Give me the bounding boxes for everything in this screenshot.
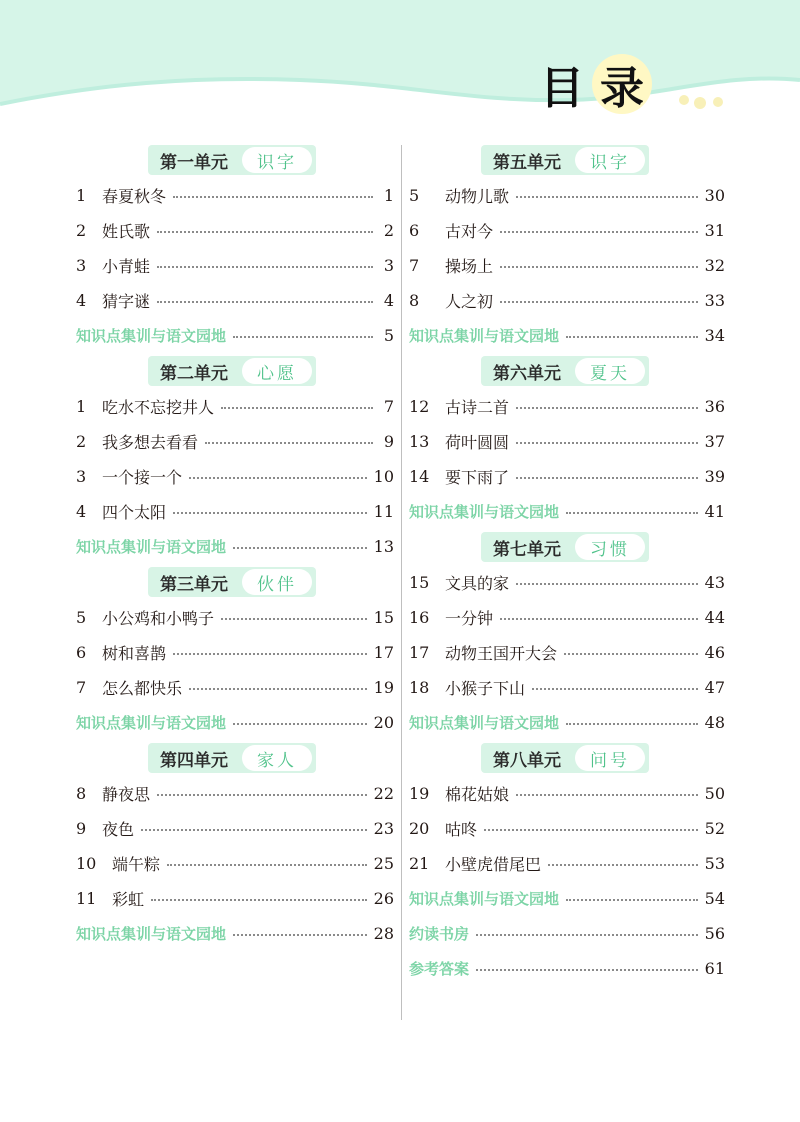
toc-entry-section[interactable] [76,705,394,740]
entry-title: 参考答案 [409,960,470,978]
dot-leader [532,688,698,690]
toc-entry[interactable] [409,283,725,318]
toc-entry[interactable] [76,881,394,916]
dot-leader [233,723,367,725]
entry-page-number: 53 [704,854,725,873]
dot-leader [151,899,367,901]
entry-page-number: 15 [373,608,394,627]
page-title-char: 目 [540,63,584,114]
dot-leader [157,301,373,303]
entry-page-number: 56 [704,924,725,943]
entry-page-number: 2 [383,221,394,240]
unit-theme: 家人 [242,745,312,771]
entry-page-number: 10 [373,467,394,486]
dot-leader [548,864,698,866]
unit-header [148,145,316,175]
entry-title: 夜色 [102,820,135,839]
unit-name: 第四单元 [160,750,228,771]
toc-entry[interactable] [76,494,394,529]
entry-title: 古对今 [445,222,494,241]
toc-entry-section[interactable] [409,951,725,986]
entry-title: 棉花姑娘 [445,785,510,804]
entry-page-number: 41 [704,502,725,521]
entry-page-number: 4 [383,291,394,310]
toc-entry[interactable] [409,776,725,811]
unit-theme: 夏天 [575,358,645,384]
entry-title: 约读书房 [409,925,470,943]
dot-leader [516,477,698,479]
dot-leader [500,231,698,233]
entry-title: 知识点集训与语文园地 [409,503,560,521]
entry-page-number: 30 [704,186,725,205]
entry-number: 17 [409,643,430,662]
header-wave-background [0,0,800,140]
dot-leader [484,829,698,831]
toc-entry[interactable] [76,178,394,213]
dot-leader [516,794,698,796]
entry-title: 一分钟 [445,609,494,628]
toc-entry-section[interactable] [409,916,725,951]
entry-page-number: 43 [704,573,725,592]
entry-title: 四个太阳 [102,503,167,522]
dot-leader [233,547,367,549]
entry-page-number: 11 [373,502,394,521]
entry-title: 知识点集训与语文园地 [76,538,227,556]
entry-number: 13 [409,432,430,451]
entry-number: 4 [76,291,87,310]
entry-page-number: 32 [704,256,725,275]
unit-header [481,356,649,386]
toc-left-column [76,142,394,951]
entry-title: 知识点集训与语文园地 [76,925,227,943]
toc-entry[interactable] [76,635,394,670]
toc-entry[interactable] [76,600,394,635]
dot-leader [500,266,698,268]
dot-leader [233,934,367,936]
dot-leader [189,688,367,690]
toc-entry-section[interactable] [409,318,725,353]
entry-page-number: 3 [383,256,394,275]
toc-entry[interactable] [76,213,394,248]
entry-title: 知识点集训与语文园地 [409,327,560,345]
toc-entry-section[interactable] [76,529,394,564]
unit-header-row [76,142,394,178]
entry-number: 4 [76,502,87,521]
dot-leader [173,512,367,514]
entry-number: 20 [409,819,430,838]
dot-leader [233,336,373,338]
unit-header [148,567,316,597]
entry-number: 1 [76,397,87,416]
entry-page-number: 9 [383,432,394,451]
dot-leader [516,196,698,198]
entry-title: 知识点集训与语文园地 [76,327,227,345]
entry-page-number: 54 [704,889,725,908]
entry-page-number: 34 [704,326,725,345]
entry-page-number: 23 [373,819,394,838]
unit-name: 第二单元 [160,363,228,384]
unit-header [481,145,649,175]
entry-number: 2 [76,432,87,451]
entry-number: 14 [409,467,430,486]
entry-title: 人之初 [445,292,494,311]
entry-title: 怎么都快乐 [102,679,183,698]
dot-leader [221,618,367,620]
entry-number: 8 [76,784,87,803]
dot-leader [167,864,367,866]
toc-entry-section[interactable] [76,318,394,353]
unit-theme: 习惯 [575,534,645,560]
unit-theme: 问号 [575,745,645,771]
unit-header [481,743,649,773]
entry-page-number: 33 [704,291,725,310]
entry-title: 咕咚 [445,820,478,839]
entry-page-number: 44 [704,608,725,627]
toc-entry[interactable] [76,459,394,494]
dot-leader [189,477,367,479]
unit-header [148,743,316,773]
toc-entry[interactable] [409,670,725,705]
entry-title: 吃水不忘挖井人 [102,398,215,417]
entry-title: 我多想去看看 [102,433,199,452]
dot-leader [157,266,373,268]
entry-title: 知识点集训与语文园地 [76,714,227,732]
dot-leader [221,407,373,409]
entry-page-number: 20 [373,713,394,732]
entry-title: 静夜思 [102,785,151,804]
toc-entry[interactable] [409,213,725,248]
entry-title: 荷叶圆圆 [445,433,510,452]
unit-name: 第八单元 [493,750,561,771]
unit-header-row [409,142,725,178]
column-divider [401,145,402,1020]
dot-leader [516,583,698,585]
toc-entry[interactable] [409,846,725,881]
toc-entry[interactable] [76,248,394,283]
unit-header-row [76,353,394,389]
entry-title: 小猴子下山 [445,679,526,698]
entry-number: 15 [409,573,430,592]
dot-leader [500,618,698,620]
entry-page-number: 26 [373,889,394,908]
entry-title: 小青蛙 [102,257,151,276]
dot-leader [516,442,698,444]
entry-page-number: 1 [383,186,394,205]
toc-entry[interactable] [76,283,394,318]
entry-number: 1 [76,186,87,205]
unit-name: 第三单元 [160,574,228,595]
entry-number: 3 [76,256,87,275]
entry-title: 文具的家 [445,574,510,593]
unit-header-row [409,529,725,565]
entry-page-number: 50 [704,784,725,803]
dot-leader [173,653,367,655]
entry-title: 猜字谜 [102,292,151,311]
toc-entry[interactable] [409,389,725,424]
entry-title: 操场上 [445,257,494,276]
entry-title: 小公鸡和小鸭子 [102,609,215,628]
toc-entry[interactable] [76,846,394,881]
toc-entry[interactable] [409,178,725,213]
entry-title: 动物王国开大会 [445,644,558,663]
dot-leader [476,934,698,936]
entry-title: 动物儿歌 [445,187,510,206]
entry-page-number: 19 [373,678,394,697]
entry-number: 18 [409,678,430,697]
dot-leader [205,442,373,444]
entry-number: 7 [409,256,420,275]
entry-page-number: 52 [704,819,725,838]
unit-theme: 识字 [575,147,645,173]
dot-leader [566,723,698,725]
entry-title: 知识点集训与语文园地 [409,890,560,908]
entry-number: 12 [409,397,430,416]
entry-page-number: 47 [704,678,725,697]
entry-page-number: 7 [383,397,394,416]
toc-entry-section[interactable] [409,705,725,740]
entry-number: 16 [409,608,430,627]
unit-theme: 心愿 [242,358,312,384]
entry-number: 6 [76,643,87,662]
entry-page-number: 37 [704,432,725,451]
unit-name: 第六单元 [493,363,561,384]
entry-number: 8 [409,291,420,310]
toc-entry[interactable] [76,811,394,846]
toc-entry-section[interactable] [409,494,725,529]
entry-number: 2 [76,221,87,240]
entry-title: 古诗二首 [445,398,510,417]
entry-page-number: 25 [373,854,394,873]
toc-entry[interactable] [409,635,725,670]
unit-header [148,356,316,386]
entry-title: 知识点集训与语文园地 [409,714,560,732]
toc-entry[interactable] [409,600,725,635]
unit-header-row [76,564,394,600]
entry-title: 要下雨了 [445,468,510,487]
entry-page-number: 46 [704,643,725,662]
dot-leader [566,512,698,514]
entry-number: 11 [76,889,97,908]
entry-number: 3 [76,467,87,486]
page-title-char-circled: 录 [592,54,652,114]
entry-title: 彩虹 [112,890,145,909]
entry-title: 一个接一个 [102,468,183,487]
dot-leader [141,829,367,831]
toc-entry[interactable] [76,670,394,705]
toc-entry[interactable] [409,424,725,459]
entry-number: 5 [76,608,87,627]
toc-entry-section[interactable] [76,916,394,951]
unit-name: 第七单元 [493,539,561,560]
entry-page-number: 22 [373,784,394,803]
toc-entry[interactable] [76,776,394,811]
dot-leader [516,407,698,409]
toc-entry[interactable] [409,459,725,494]
entry-page-number: 36 [704,397,725,416]
dot-leader [566,899,698,901]
toc-right-column [409,142,725,986]
entry-number: 10 [76,854,97,873]
entry-number: 9 [76,819,87,838]
entry-title: 端午粽 [112,855,161,874]
dot-leader [157,231,373,233]
unit-theme: 伙伴 [242,569,312,595]
page-title [540,56,652,112]
unit-header [481,532,649,562]
toc-entry[interactable] [409,248,725,283]
dot-leader [173,196,373,198]
entry-page-number: 31 [704,221,725,240]
entry-title: 姓氏歌 [102,222,151,241]
entry-title: 春夏秋冬 [102,187,167,206]
entry-page-number: 17 [373,643,394,662]
entry-page-number: 5 [383,326,394,345]
entry-title: 树和喜鹊 [102,644,167,663]
unit-header-row [409,740,725,776]
dot-leader [476,969,698,971]
toc-entry[interactable] [409,811,725,846]
toc-entry[interactable] [76,424,394,459]
entry-number: 21 [409,854,430,873]
unit-name: 第五单元 [493,152,561,173]
unit-theme: 识字 [242,147,312,173]
dot-leader [157,794,367,796]
entry-number: 7 [76,678,87,697]
dot-leader [500,301,698,303]
entry-title: 小壁虎借尾巴 [445,855,542,874]
entry-page-number: 61 [704,959,725,978]
entry-number: 19 [409,784,430,803]
entry-number: 6 [409,221,420,240]
dot-leader [566,336,698,338]
entry-number: 5 [409,186,420,205]
toc-entry[interactable] [76,389,394,424]
entry-page-number: 48 [704,713,725,732]
unit-header-row [409,353,725,389]
unit-name: 第一单元 [160,152,228,173]
entry-page-number: 13 [373,537,394,556]
entry-page-number: 28 [373,924,394,943]
entry-page-number: 39 [704,467,725,486]
toc-entry[interactable] [409,565,725,600]
toc-entry-section[interactable] [409,881,725,916]
dot-leader [564,653,698,655]
unit-header-row [76,740,394,776]
